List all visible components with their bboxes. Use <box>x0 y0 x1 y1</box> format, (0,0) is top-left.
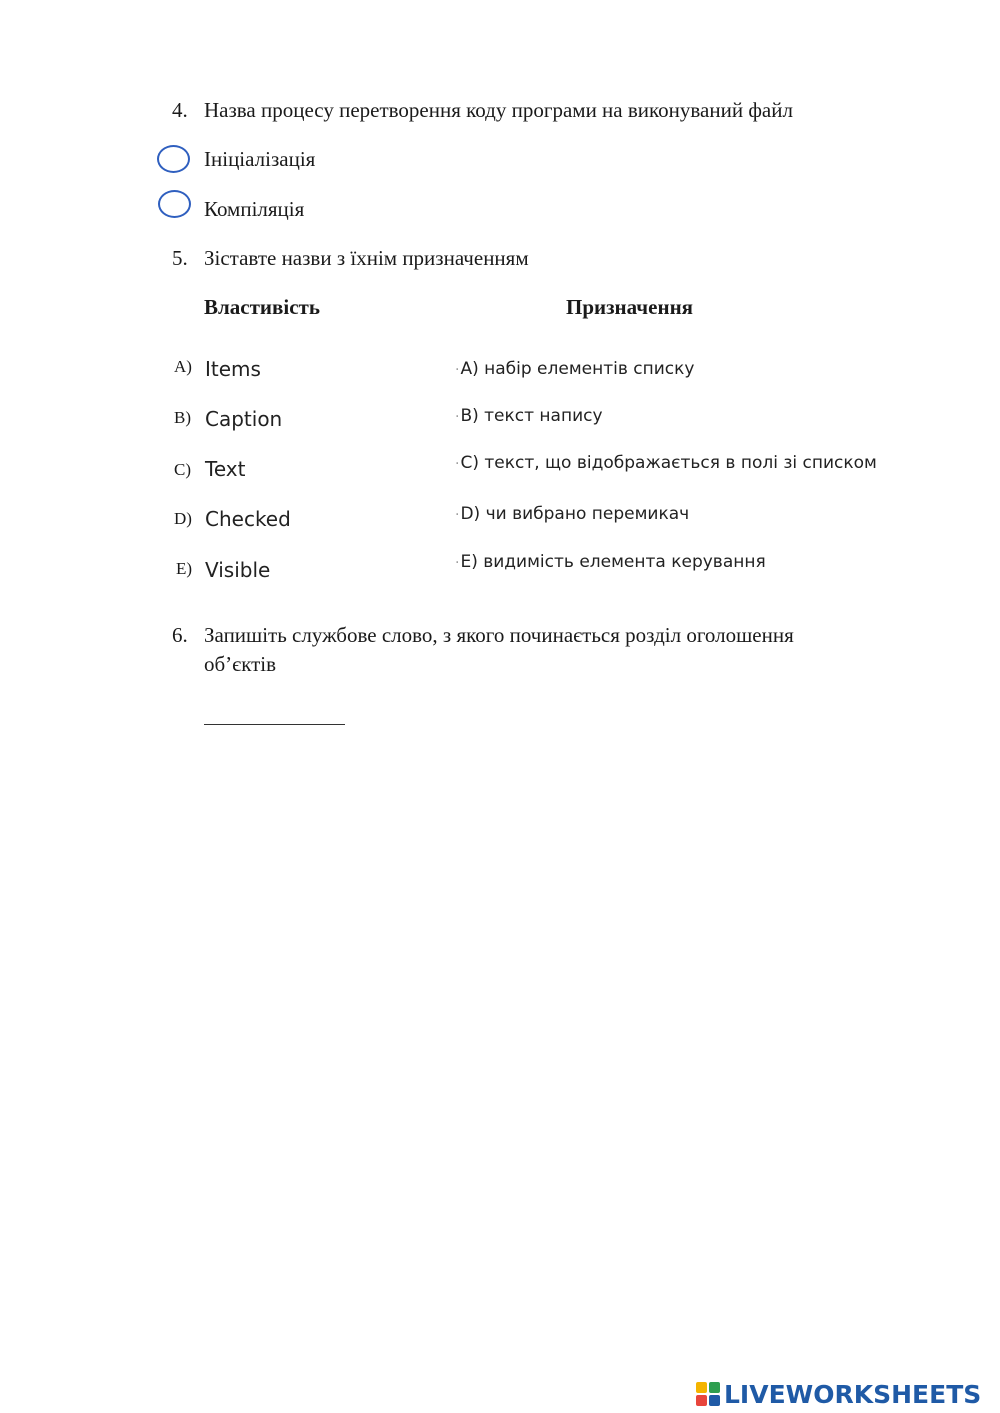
liveworksheets-logo-text: LIVEWORKSHEETS <box>724 1379 982 1409</box>
q4-number: 4. <box>172 98 188 122</box>
q6-text-line-2: об’єктів <box>204 652 277 676</box>
q6-text-line-1: Запишіть службове слово, з якого починається розділ оголошення <box>204 623 794 647</box>
q4-option-1-radio[interactable] <box>157 145 190 173</box>
q5-row-e-property[interactable]: Visible <box>205 558 271 582</box>
q5-row-a-property[interactable]: Items <box>205 357 261 381</box>
q5-row-c-property[interactable]: Text <box>205 457 246 481</box>
q5-row-b-letter: B) <box>174 408 191 427</box>
drag-tick-icon: · <box>455 409 460 425</box>
drag-tick-icon: · <box>455 555 460 571</box>
q5-row-e-purpose[interactable]: ·E) видимість елемента керування <box>455 552 766 572</box>
q6-number: 6. <box>172 623 188 647</box>
drag-tick-icon: · <box>455 507 460 523</box>
liveworksheets-logo-icon <box>696 1382 720 1406</box>
q5-row-b-property[interactable]: Caption <box>205 407 283 431</box>
q5-column-purpose-heading: Призначення <box>566 295 694 319</box>
q5-text: Зіставте назви з їхнім призначенням <box>204 246 529 270</box>
drag-tick-icon: · <box>455 456 460 472</box>
q5-number: 5. <box>172 246 188 270</box>
q5-row-c-letter: C) <box>174 460 191 479</box>
q5-row-d-purpose[interactable]: ·D) чи вибрано перемикач <box>455 504 690 524</box>
q6-answer-field[interactable] <box>204 723 345 725</box>
q5-column-property-heading: Властивість <box>204 295 320 319</box>
q4-option-2-radio[interactable] <box>158 190 191 218</box>
q5-row-a-letter: A) <box>174 357 192 376</box>
q5-row-d-letter: D) <box>174 509 192 528</box>
q5-row-e-letter: E) <box>176 559 193 578</box>
q4-text: Назва процесу перетворення коду програми на виконуваний файл <box>204 98 793 122</box>
q5-row-b-purpose[interactable]: ·B) текст напису <box>455 406 603 426</box>
q5-row-c-purpose[interactable]: ·C) текст, що відображається в полі зі списком <box>455 453 877 473</box>
q5-row-a-purpose[interactable]: ·A) набір елементів списку <box>455 359 695 379</box>
q4-option-1-label: Ініціалізація <box>204 147 316 171</box>
q4-option-2-label: Компіляція <box>204 197 305 221</box>
drag-tick-icon: · <box>455 362 460 378</box>
q5-row-d-property[interactable]: Checked <box>205 507 291 531</box>
liveworksheets-logo <box>696 1377 981 1411</box>
